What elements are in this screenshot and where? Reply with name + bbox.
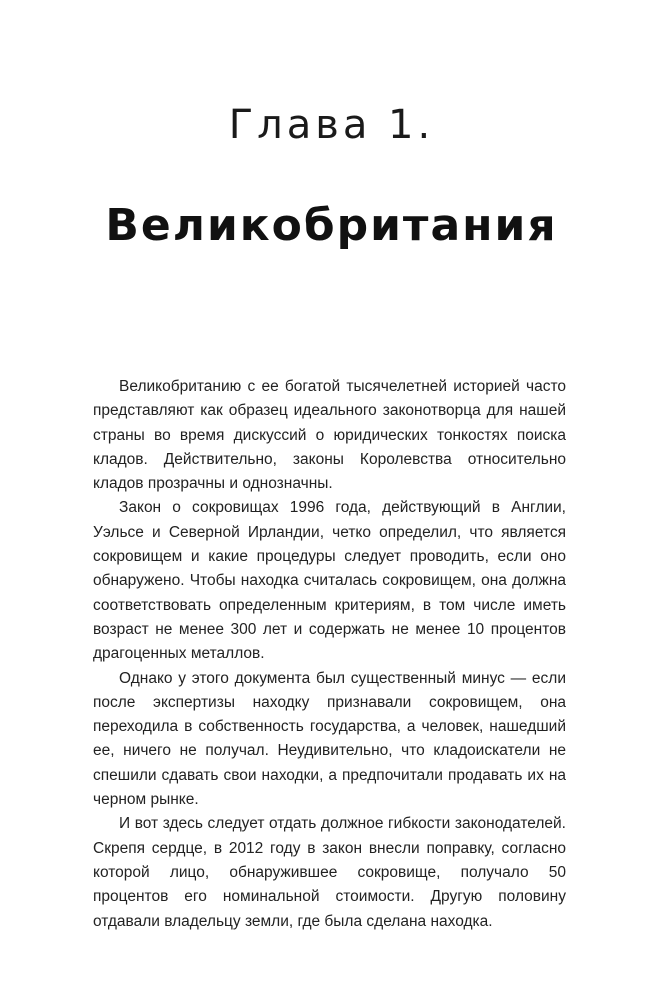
paragraph-4: И вот здесь следует отдать должное гибкости законодателей. Скрепя сердце, в 2012 году в закон внесли поправку, согласно которой лицо, обнаружившее сокровище, получало 50 процентов его номинальной стоимости. Другую половину отдавали владельцу земли, где была сделана находка.: [93, 815, 566, 930]
paragraph-2: Закон о сокровищах 1996 года, действующий в Англии, Уэльсе и Северной Ирландии, четко определил, что является сокровищем и какие процедуры следует проводить, если оно обнаружено. Чтобы находка считалась сокровищем, она должна соответствовать определенным критериям, в том числе иметь возраст не менее 300 лет и содержать не менее 10 процентов драгоценных металлов.: [93, 499, 566, 663]
paragraph-1: Великобританию с ее богатой тысячелетней историей часто представляют как образец идеального законотворца для нашей страны во время дискуссий о юридических тонкостях поиска кладов. Действительно, законы Королевства относительно кладов прозрачны и однозначны.: [93, 378, 566, 493]
paragraph-3: Однако у этого документа был существенный минус — если после экспертизы находку признавали сокровищем, она переходила в собственность государства, а человек, нашедший ее, ничего не получал. Неудивительно, что кладоискатели не спешили сдавать свои находки, а предпочитали продавать их на черном рынке.: [93, 669, 566, 809]
chapter-title: Великобритания: [105, 200, 558, 251]
chapter-number: Глава 1.: [228, 102, 435, 148]
chapter-body: [93, 375, 566, 934]
